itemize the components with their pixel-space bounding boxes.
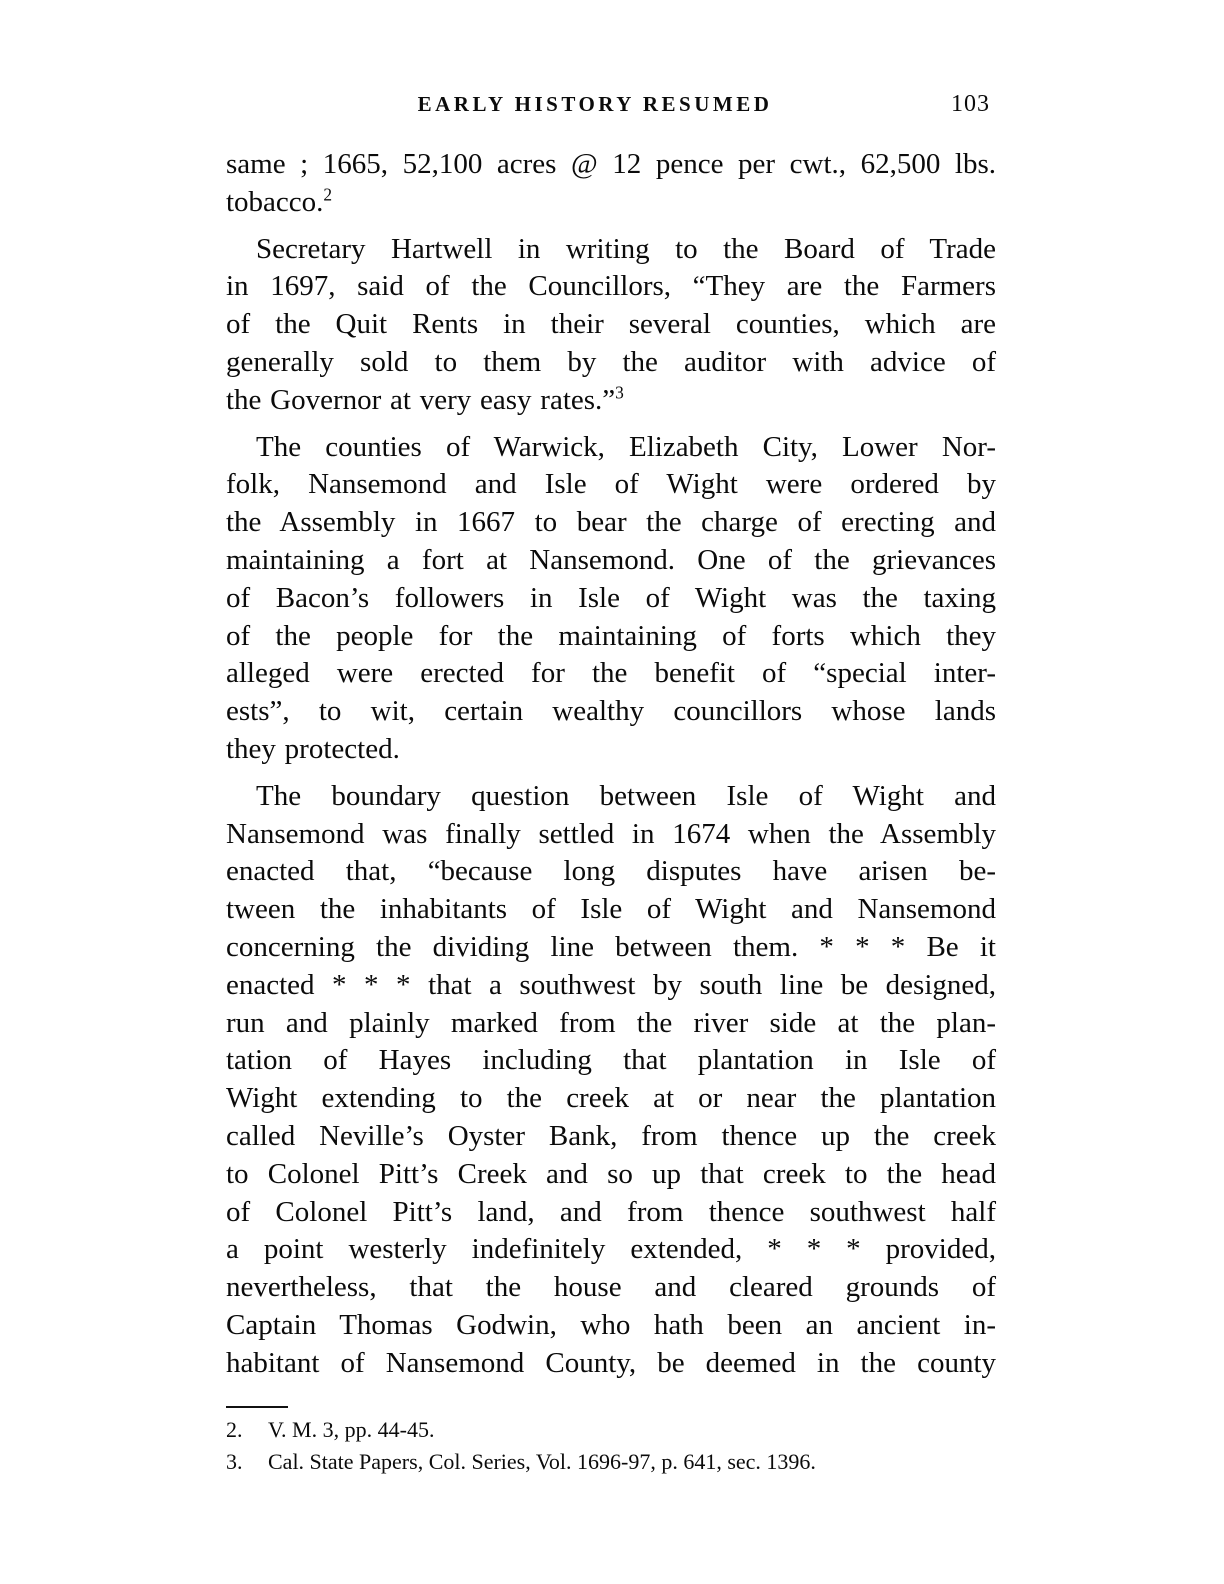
text-line: Wight extending to the creek at or near the plantation xyxy=(226,1082,996,1115)
text-line: they protected. xyxy=(226,732,400,765)
paragraph xyxy=(226,146,996,222)
text-line: Captain Thomas Godwin, who hath been an ancient in- xyxy=(226,1308,996,1341)
text-line: The boundary question between Isle of Wight and xyxy=(256,779,996,812)
paragraph xyxy=(226,429,996,769)
text-line: same ; 1665, 52,100 acres @ 12 pence per cwt., 62,500 lbs. xyxy=(226,148,996,180)
text-line: the Governor at very easy rates.”$^3$ xyxy=(226,382,624,416)
text-line: tobacco.$^2$ xyxy=(226,184,333,218)
footnote-text: V. M. 3, pp. 44-45. xyxy=(268,1417,435,1442)
running-head xyxy=(226,92,996,122)
footnote-number: 3. xyxy=(226,1448,243,1474)
text-line: The counties of Warwick, Elizabeth City, Lower Nor- xyxy=(256,430,996,463)
text-line: concerning the dividing line between them. * * * Be it xyxy=(226,930,996,963)
footnote-rule xyxy=(226,1406,288,1408)
text-line: run and plainly marked from the river side at the plan- xyxy=(226,1006,996,1039)
paragraph xyxy=(226,778,996,1383)
text-line: of Bacon’s followers in Isle of Wight was the taxing xyxy=(226,581,996,614)
text-line: enacted that, “because long disputes have arisen be- xyxy=(226,855,996,888)
paragraph xyxy=(226,231,996,420)
footnote-reference: 3 xyxy=(615,382,624,403)
footnote-text: Cal. State Papers, Col. Series, Vol. 1696-97, p. 641, sec. 1396. xyxy=(268,1448,816,1474)
text-line: folk, Nansemond and Isle of Wight were ordered by xyxy=(226,468,996,501)
text-line: to Colonel Pitt’s Creek and so up that creek to the head xyxy=(226,1157,996,1190)
text-line: of Colonel Pitt’s land, and from thence southwest half xyxy=(226,1195,996,1228)
text-line: Secretary Hartwell in writing to the Board of Trade xyxy=(256,232,996,265)
footnote-reference: 2 xyxy=(323,184,333,205)
text-line: called Neville’s Oyster Bank, from thence up the creek xyxy=(226,1119,996,1152)
footnotes xyxy=(226,1414,996,1477)
text-line: ests”, to wit, certain wealthy councillors whose lands xyxy=(226,695,996,728)
footnote-item xyxy=(226,1446,996,1478)
body-text xyxy=(226,146,996,1383)
text-line: enacted * * * that a southwest by south line be designed, xyxy=(226,968,996,1001)
text-line: maintaining a fort at Nansemond. One of the grievances xyxy=(226,543,996,576)
text-line: of the Quit Rents in their several counties, which are xyxy=(226,308,996,341)
footnote-item xyxy=(226,1414,996,1446)
text-line: alleged were erected for the benefit of “special inter- xyxy=(226,657,996,690)
text-line: tation of Hayes including that plantation in Isle of xyxy=(226,1044,996,1077)
page-title: EARLY HISTORY RESUMED xyxy=(417,92,773,116)
text-line: habitant of Nansemond County, be deemed in the county xyxy=(226,1346,996,1379)
text-line: in 1697, said of the Councillors, “They are the Farmers xyxy=(226,270,996,303)
footnote-number: 2. xyxy=(226,1417,243,1442)
text-line: Nansemond was finally settled in 1674 when the Assembly xyxy=(226,817,996,850)
text-line: nevertheless, that the house and cleared grounds of xyxy=(226,1271,996,1304)
page-number: 103 xyxy=(951,91,990,117)
text-line: generally sold to them by the auditor with advice of xyxy=(226,345,996,378)
text-line: the Assembly in 1667 to bear the charge of erecting and xyxy=(226,506,996,539)
text-line: tween the inhabitants of Isle of Wight and Nansemond xyxy=(226,893,996,926)
text-line: a point westerly indefinitely extended, * * * provided, xyxy=(226,1233,996,1266)
text-line: of the people for the maintaining of forts which they xyxy=(226,619,996,652)
